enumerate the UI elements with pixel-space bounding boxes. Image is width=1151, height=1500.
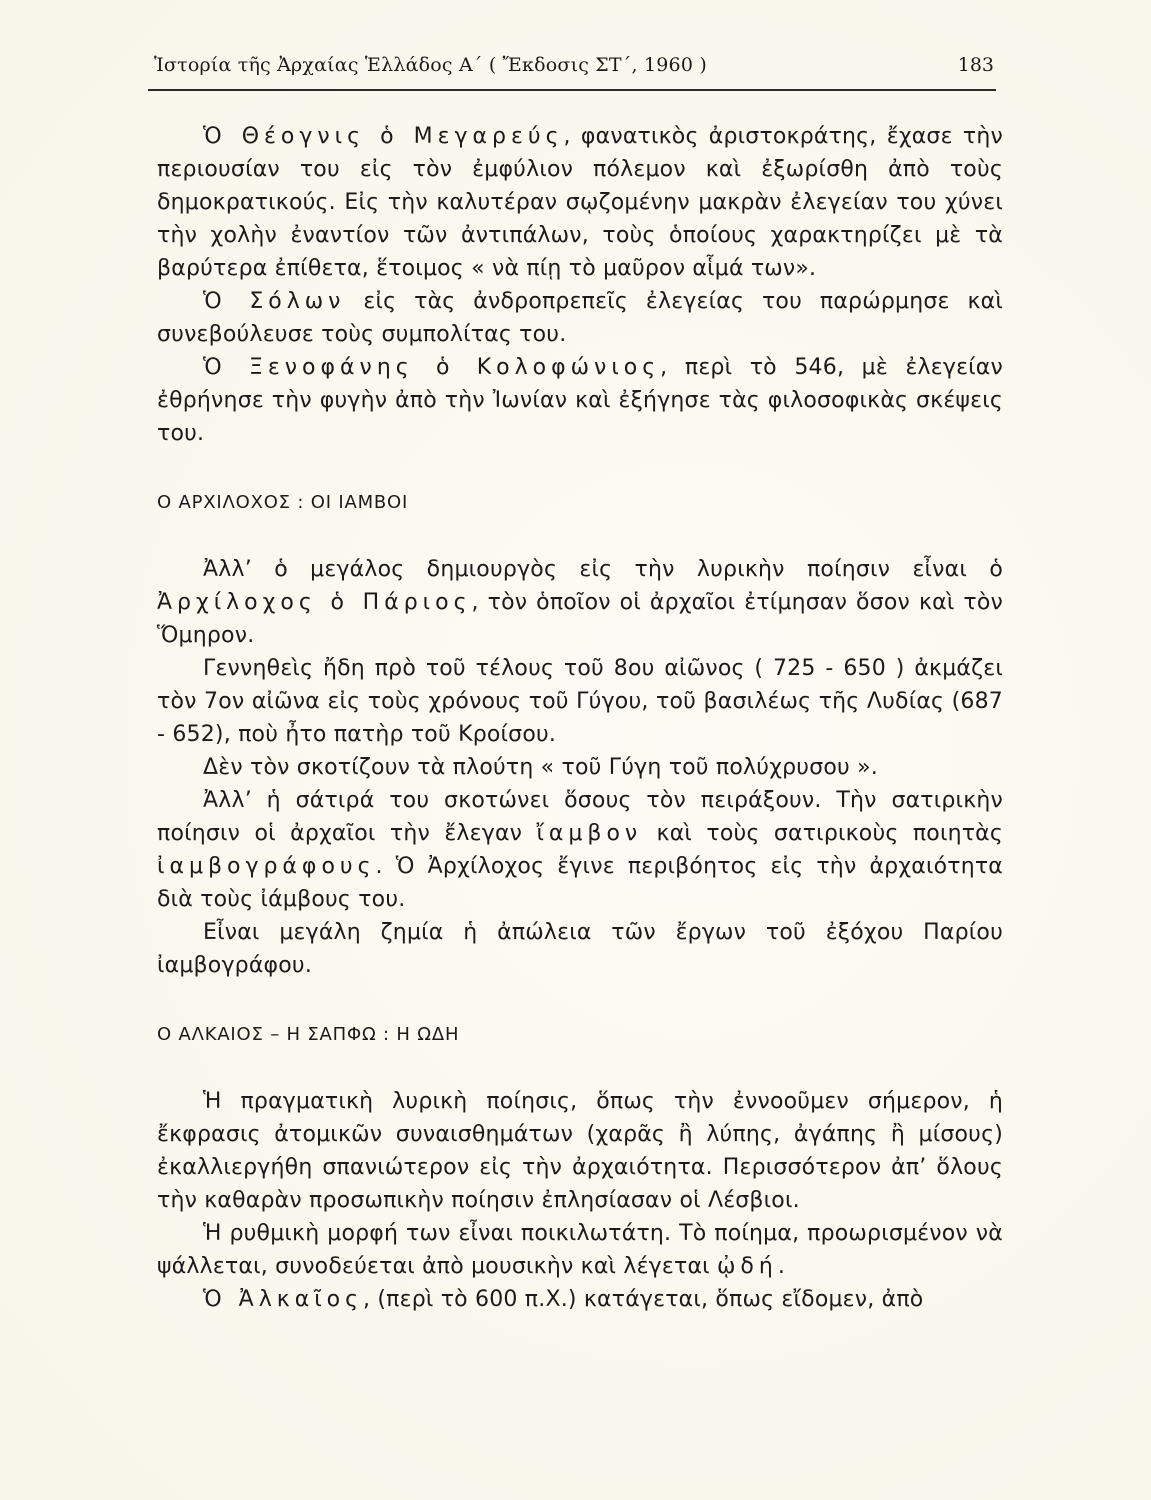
spaced-term: ᾠδή	[716, 1254, 778, 1279]
paragraph-text: , περὶ τὸ 546, μὲ ἐλεγείαν ἐθρήνησε τὴν φυγὴν ἀπὸ τὴν Ἰωνίαν καὶ ἐξήγησε τὰς φιλοσοφικὰς σκέψεις του.	[157, 355, 1003, 446]
paragraph-text: .	[777, 1254, 786, 1279]
spaced-name: Ὁ Ξενοφάνης ὁ Κολοφώνιος	[203, 355, 661, 380]
paragraph-wealth: Δὲν τὸν σκοτίζουν τὰ πλούτη « τοῦ Γύγη τοῦ πολύχρυσου ».	[203, 755, 878, 780]
paragraph-text: Ἀλλ’ ἡ σάτιρά του σκοτώνει ὅσους τὸν πειράξουν. Τὴν σατιρικὴν ποίησιν οἱ ἀρχαῖοι τὴν ἔλεγαν	[157, 788, 1003, 846]
paragraph-born: Γεννηθεὶς ἤδη πρὸ τοῦ τέλους τοῦ 8ου αἰῶνος ( 725 - 650 ) ἀκμάζει τὸν 7ον αἰῶνα εἰς τοὺς χρόνους τοῦ Γύγου, τοῦ βασιλέως τῆς Λυδίας (687 - 652), ποὺ ἦτο πατὴρ τοῦ Κροίσου.	[157, 656, 1003, 747]
page-body	[157, 120, 1003, 1316]
spaced-name: Ὁ Ἀλκαῖος	[203, 1287, 364, 1312]
running-header	[148, 54, 996, 84]
spaced-name: Ὁ Θέογνις ὁ Μεγαρεύς	[203, 124, 564, 149]
header-title: Ἱστορία τῆς Ἀρχαίας Ἑλλάδος Α΄ ( Ἔκδοσις ΣΤ΄, 1960 )	[154, 54, 707, 76]
paragraph-satire	[157, 784, 1003, 916]
spaced-name: Ὁ Σόλων	[203, 289, 346, 314]
paragraph-loss: Εἶναι μεγάλη ζημία ἡ ἀπώλεια τῶν ἔργων τοῦ ἐξόχου Παρίου ἰαμβογράφου.	[157, 920, 1003, 978]
paragraph-text: Ἡ ρυθμικὴ μορφή των εἶναι ποικιλωτάτη. Τὸ ποίημα, προωρισμένον νὰ ψάλλεται, συνοδεύεται ἀπὸ μουσικὴν καὶ λέγεται	[157, 1221, 1003, 1279]
paragraph-alcaeus	[157, 1283, 1003, 1316]
paragraph-xenophanes	[157, 351, 1003, 450]
paragraph-solon	[157, 285, 1003, 351]
section-heading-alcaeus: Ο ΑΛΚΑΙΟΣ – Η ΣΑΠΦΩ : Η ΩΔΗ	[157, 1024, 460, 1045]
paragraph-text: εἰς τὰς ἀνδροπρεπεῖς ἐλεγείας του παρώρμησε καὶ συνεβούλευσε τοὺς συμπολίτας του.	[157, 289, 1003, 347]
paragraph-text: καὶ τοὺς σατιρικοὺς ποιητὰς	[642, 821, 1003, 846]
paragraph-archilochus	[157, 553, 1003, 652]
paragraph-theognis	[157, 120, 1003, 285]
spaced-term: ἰαμβογράφους	[157, 854, 376, 879]
paragraph-text: Ἀλλ’ ὁ μεγάλος δημιουργὸς εἰς τὴν λυρικὴν ποίησιν εἶναι ὁ	[203, 557, 1003, 582]
paragraph-rhythm	[157, 1217, 1003, 1283]
paragraph-text: . Ὁ Ἀρχίλοχος ἔγινε περιβόητος εἰς τὴν ἀρχαιότητα διὰ τοὺς ἰάμβους του.	[157, 854, 1003, 912]
paragraph-text: , φανατικὸς ἀριστοκράτης, ἔχασε τὴν περιουσίαν του εἰς τὸν ἐμφύλιον πόλεμον καὶ ἐξωρίσθη ἀπὸ τοὺς δημοκρατικούς. Εἰς τὴν καλυτέραν σῳζομένην μακρὰν ἐλεγείαν του χύνει τὴν χολὴν ἐναντίον τῶν ἀντιπάλων, τοὺς ὁποίους χαρακτηρίζει μὲ τὰ βαρύτερα ἐπίθετα, ἕτοιμος « νὰ πίῃ τὸ μαῦρον αἷμά των».	[157, 124, 1003, 281]
section-heading-archilochus: Ο ΑΡΧΙΛΟΧΟΣ : ΟΙ ΙΑΜΒΟΙ	[157, 492, 409, 513]
spaced-term: ἴαμβον	[536, 821, 643, 846]
paragraph-text: , (περὶ τὸ 600 π.Χ.) κατάγεται, ὅπως εἴδομεν, ἀπὸ	[363, 1287, 924, 1312]
header-rule	[148, 89, 996, 91]
page-number: 183	[957, 54, 994, 76]
spaced-name: Ἀρχίλοχος ὁ Πάριος	[157, 590, 472, 615]
paragraph-text: , τὸν ὁποῖον οἱ ἀρχαῖοι ἐτίμησαν ὅσον καὶ τὸν Ὅμηρον.	[157, 590, 1003, 648]
paragraph-lyric: Ἡ πραγματικὴ λυρικὴ ποίησις, ὅπως τὴν ἐννοοῦμεν σήμερον, ἡ ἔκφρασις ἀτομικῶν συναισθημάτων (χαρᾶς ἢ λύπης, ἀγάπης ἢ μίσους) ἐκαλλιεργήθη σπανιώτερον εἰς τὴν ἀρχαιότητα. Περισσότερον ἀπ’ ὅλους τὴν καθαρὰν προσωπικὴν ποίησιν ἐπλησίασαν οἱ Λέσβιοι.	[157, 1089, 1003, 1213]
